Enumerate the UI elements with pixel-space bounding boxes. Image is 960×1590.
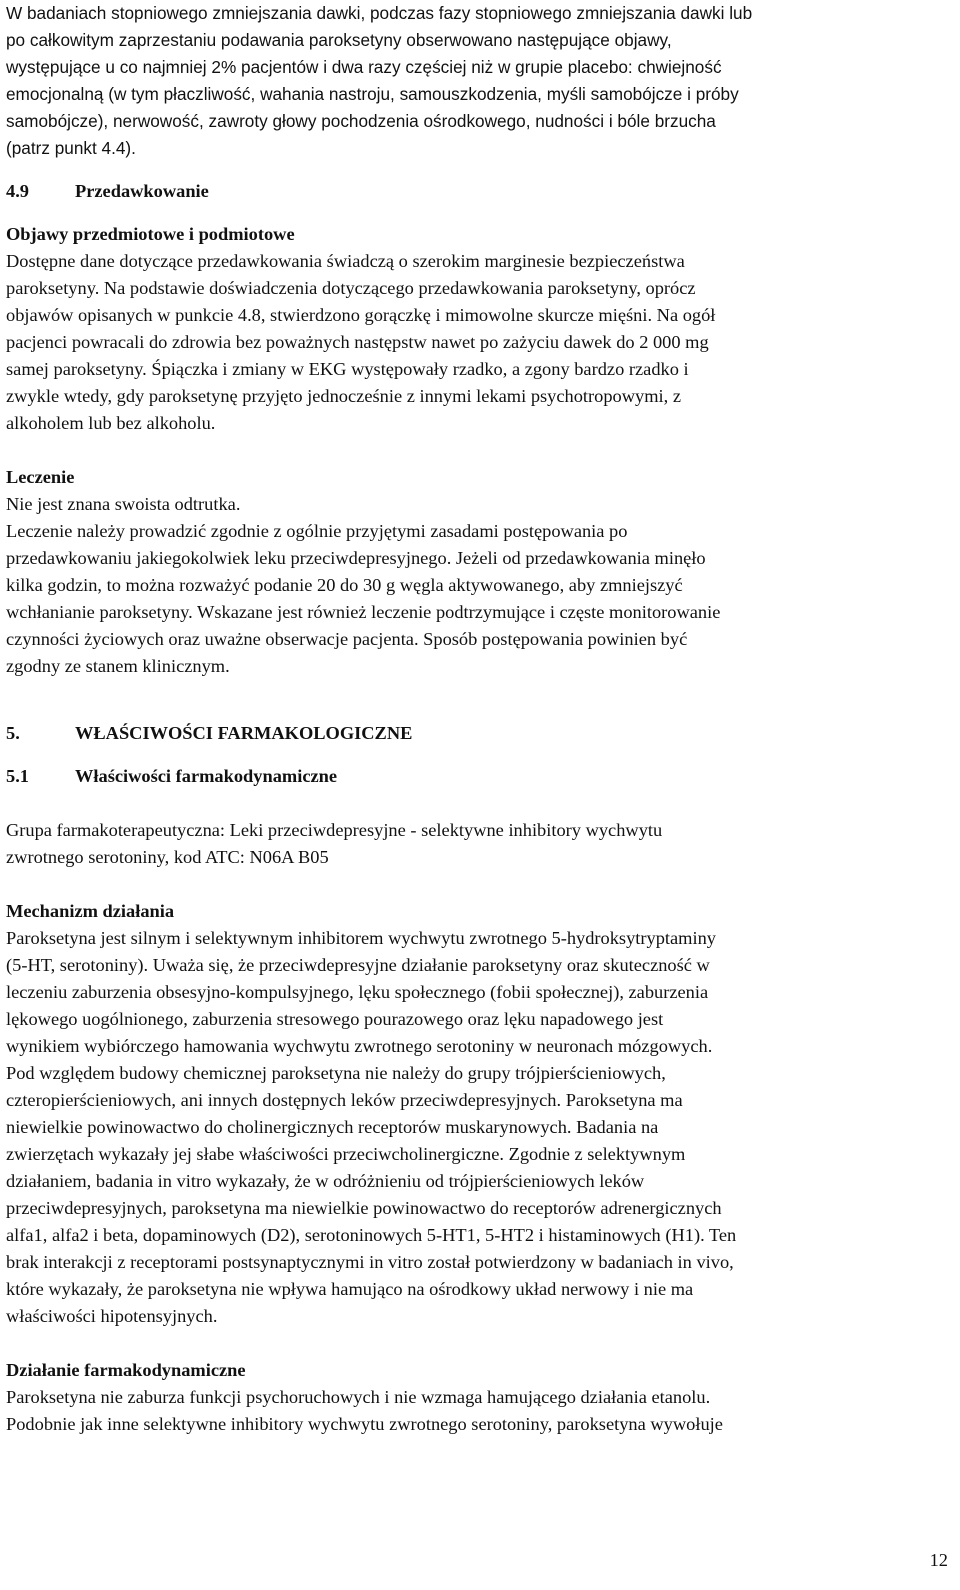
text-line: Pod względem budowy chemicznej paroksetyna nie należy do grupy trójpierścieniowych, xyxy=(6,1063,666,1083)
text-line: samobójcze), nerwowość, zawroty głowy pochodzenia ośrodkowego, nudności i bóle brzucha xyxy=(6,111,716,131)
treatment-paragraph xyxy=(6,491,950,680)
subheading-mechanizm: Mechanizm działania xyxy=(6,901,175,921)
text-line: przedawkowaniu jakiegokolwiek leku przeciwdepresyjnego. Jeżeli od przedawkowania minęło xyxy=(6,548,706,568)
text-line: kilka godzin, to można rozważyć podanie 20 do 30 g węgla aktywowanego, aby zmniejszyć xyxy=(6,575,683,595)
text-line: które wykazały, że paroksetyna nie wpływa hamująco na ośrodkowy układ nerwowy i nie ma xyxy=(6,1279,694,1299)
section-title: Przedawkowanie xyxy=(75,181,209,201)
text-line: leczeniu zaburzenia obsesyjno-kompulsyjnego, lęku społecznego (fobii społecznej), zaburzenia xyxy=(6,982,709,1002)
text-line: Podobnie jak inne selektywne inhibitory wychwytu zwrotnego serotoniny, paroksetyna wywołuje xyxy=(6,1414,723,1434)
section-title: Właściwości farmakodynamiczne xyxy=(75,766,338,786)
subheading-dzialanie: Działanie farmakodynamiczne xyxy=(6,1360,246,1380)
text-line: wchłanianie paroksetyny. Wskazane jest również leczenie podtrzymujące i częste monitorowanie xyxy=(6,602,721,622)
text-line: Paroksetyna jest silnym i selektywnym inhibitorem wychwytu zwrotnego 5-hydroksytryptaminy xyxy=(6,928,716,948)
document-page xyxy=(6,0,950,1438)
text-line: emocjonalną (w tym płaczliwość, wahania nastroju, samouszkodzenia, myśli samobójcze i próby xyxy=(6,84,739,104)
text-line: alfa1, alfa2 i beta, dopaminowych (D2), serotoninowych 5-HT1, 5-HT2 i histaminowych (H1). Ten xyxy=(6,1225,737,1245)
text-line: lękowego uogólnionego, zaburzenia stresowego pourazowego oraz lęku napadowego jest xyxy=(6,1009,664,1029)
text-line: objawów opisanych w punkcie 4.8, stwierdzono gorączkę i mimowolne skurcze mięśni. Na ogół xyxy=(6,305,716,325)
text-line: (5-HT, serotoniny). Uważa się, że przeciwdepresyjne działanie paroksetyny oraz skuteczność w xyxy=(6,955,710,975)
text-line: (patrz punkt 4.4). xyxy=(6,138,136,158)
text-line: działaniem, badania in vitro wykazały, że w odróżnieniu od trójpierścieniowych leków xyxy=(6,1171,645,1191)
section-heading-5 xyxy=(6,720,950,747)
mechanism-paragraph xyxy=(6,925,950,1330)
text-line: zgodny ze stanem klinicznym. xyxy=(6,656,230,676)
pharmacodynamic-paragraph xyxy=(6,1384,950,1438)
text-line: po całkowitym zaprzestaniu podawania paroksetyny obserwowano następujące objawy, xyxy=(6,30,672,50)
text-line: przeciwdepresyjnych, paroksetyna ma niewielkie powinowactwo do receptorów adrenergicznych xyxy=(6,1198,722,1218)
subheading-objawy: Objawy przedmiotowe i podmiotowe xyxy=(6,224,295,244)
text-line: wynikiem wybiórczego hamowania wychwytu zwrotnego serotoniny w neuronach mózgowych. xyxy=(6,1036,713,1056)
section-title: WŁAŚCIWOŚCI FARMAKOLOGICZNE xyxy=(75,723,413,743)
text-line: samej paroksetyny. Śpiączka i zmiany w EKG występowały rzadko, a zgony bardzo rzadko i xyxy=(6,359,689,379)
text-line: paroksetyny. Na podstawie doświadczenia dotyczącego przedawkowania paroksetyny, oprócz xyxy=(6,278,696,298)
page-number: 12 xyxy=(929,1550,948,1570)
text-line: czteropierścieniowych, ani innych dostępnych leków przeciwdepresyjnych. Paroksetyna ma xyxy=(6,1090,683,1110)
text-line: właściwości hipotensyjnych. xyxy=(6,1306,218,1326)
intro-paragraph xyxy=(6,0,950,162)
overdose-symptoms-paragraph xyxy=(6,248,950,437)
section-number: 4.9 xyxy=(6,181,29,201)
section-heading-5-1 xyxy=(6,763,950,790)
text-line: zwykle wtedy, gdy paroksetynę przyjęto jednocześnie z innymi lekami psychotropowymi, z xyxy=(6,386,681,406)
text-line: pacjenci powracali do zdrowia bez poważnych następstw nawet po zażyciu dawek do 2 000 mg xyxy=(6,332,709,352)
section-heading-4-9 xyxy=(6,178,950,205)
text-line: Leczenie należy prowadzić zgodnie z ogólnie przyjętymi zasadami postępowania po xyxy=(6,521,628,541)
text-line: niewielkie powinowactwo do cholinergicznych receptorów muskarynowych. Badania na xyxy=(6,1117,659,1137)
text-line: Nie jest znana swoista odtrutka. xyxy=(6,494,241,514)
text-line: zwierzętach wykazały jej słabe właściwości przeciwcholinergiczne. Zgodnie z selektywnym xyxy=(6,1144,686,1164)
text-line: alkoholem lub bez alkoholu. xyxy=(6,413,216,433)
text-line: Paroksetyna nie zaburza funkcji psychoruchowych i nie wzmaga hamującego działania etanolu. xyxy=(6,1387,711,1407)
pharmacotherapeutic-group-paragraph xyxy=(6,817,950,871)
subheading-leczenie: Leczenie xyxy=(6,467,75,487)
section-number: 5.1 xyxy=(6,766,29,786)
text-line: czynności życiowych oraz uważne obserwacje pacjenta. Sposób postępowania powinien być xyxy=(6,629,688,649)
text-line: Dostępne dane dotyczące przedawkowania świadczą o szerokim marginesie bezpieczeństwa xyxy=(6,251,685,271)
text-line: zwrotnego serotoniny, kod ATC: N06A B05 xyxy=(6,847,329,867)
text-line: występujące u co najmniej 2% pacjentów i dwa razy częściej niż w grupie placebo: chwiejność xyxy=(6,57,722,77)
section-number: 5. xyxy=(6,723,20,743)
text-line: Grupa farmakoterapeutyczna: Leki przeciwdepresyjne - selektywne inhibitory wychwytu xyxy=(6,820,663,840)
text-line: W badaniach stopniowego zmniejszania dawki, podczas fazy stopniowego zmniejszania dawki lub xyxy=(6,3,753,23)
text-line: brak interakcji z receptorami postsynaptycznymi in vitro został potwierdzony w badaniach in vivo, xyxy=(6,1252,734,1272)
